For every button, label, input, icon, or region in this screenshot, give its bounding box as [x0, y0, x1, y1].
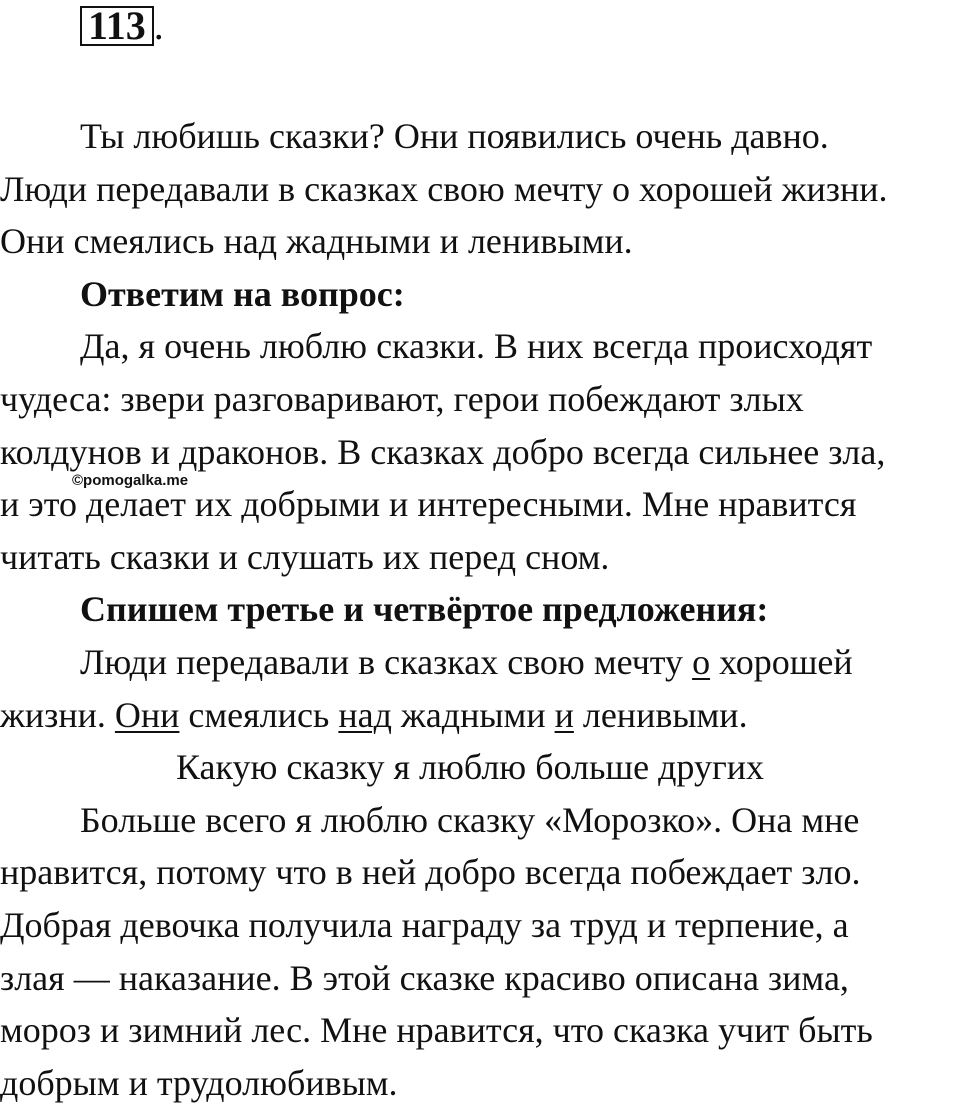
- essay-line2: нравится, потому что в ней добро всегда побеждает зло.: [0, 852, 861, 893]
- copied-text: жизни.: [0, 694, 115, 735]
- essay-line3: Добрая девочка получила награду за труд и терпение, а: [0, 904, 849, 945]
- heading-answer-question: Ответим на вопрос:: [80, 273, 405, 314]
- underlined-word: о: [692, 641, 711, 682]
- copied-text: Люди передавали в сказках свою мечту: [80, 641, 693, 682]
- watermark: ©pomogalka.me: [72, 472, 189, 489]
- copied-line2: [0, 689, 960, 742]
- document-text: [0, 110, 960, 1109]
- copied-text: ленивыми.: [573, 694, 748, 735]
- copied-text: жадными: [391, 694, 555, 735]
- answer-line1: Да, я очень люблю сказки. В них всегда происходят: [80, 326, 873, 367]
- answer-line2: чудеса: звери разговаривают, герои побеждают злых: [0, 378, 804, 419]
- paragraph1-line3: Они смеялись над жадными и ленивыми.: [0, 221, 633, 262]
- task-number-dot: .: [153, 3, 164, 48]
- task-number: [80, 3, 164, 48]
- essay-line1: Больше всего я люблю сказку «Морозко». Она мне: [80, 799, 860, 840]
- copied-text: смеялись: [179, 694, 339, 735]
- essay-line6: добрым и трудолюбивым.: [0, 1062, 398, 1103]
- answer-line5: читать сказки и слушать их перед сном.: [0, 536, 610, 577]
- underlined-word: Они: [114, 694, 180, 735]
- essay-title: Какую сказку я люблю больше других: [176, 747, 764, 788]
- underlined-word: над: [338, 694, 392, 735]
- paragraph1-line1: Ты любишь сказки? Они появились очень давно.: [80, 116, 829, 156]
- copied-text: хорошей: [710, 641, 853, 682]
- answer-line4: и это делает их добрыми и интересными. Мне нравится: [0, 484, 857, 525]
- copied-line1: [0, 636, 960, 689]
- essay-line4: злая — наказание. В этой сказке красиво описана зима,: [0, 957, 849, 998]
- answer-line3: колдунов и драконов. В сказках добро всегда сильнее зла,: [0, 431, 886, 472]
- heading-copy-sentences: Спишем третье и четвёртое предложения:: [80, 589, 769, 630]
- task-number-box: 113: [80, 6, 154, 46]
- paragraph1-line2: Люди передавали в сказках свою мечту о хорошей жизни.: [0, 168, 888, 209]
- essay-line5: мороз и зимний лес. Мне нравится, что сказка учит быть: [0, 1010, 873, 1051]
- underlined-word: и: [554, 694, 574, 735]
